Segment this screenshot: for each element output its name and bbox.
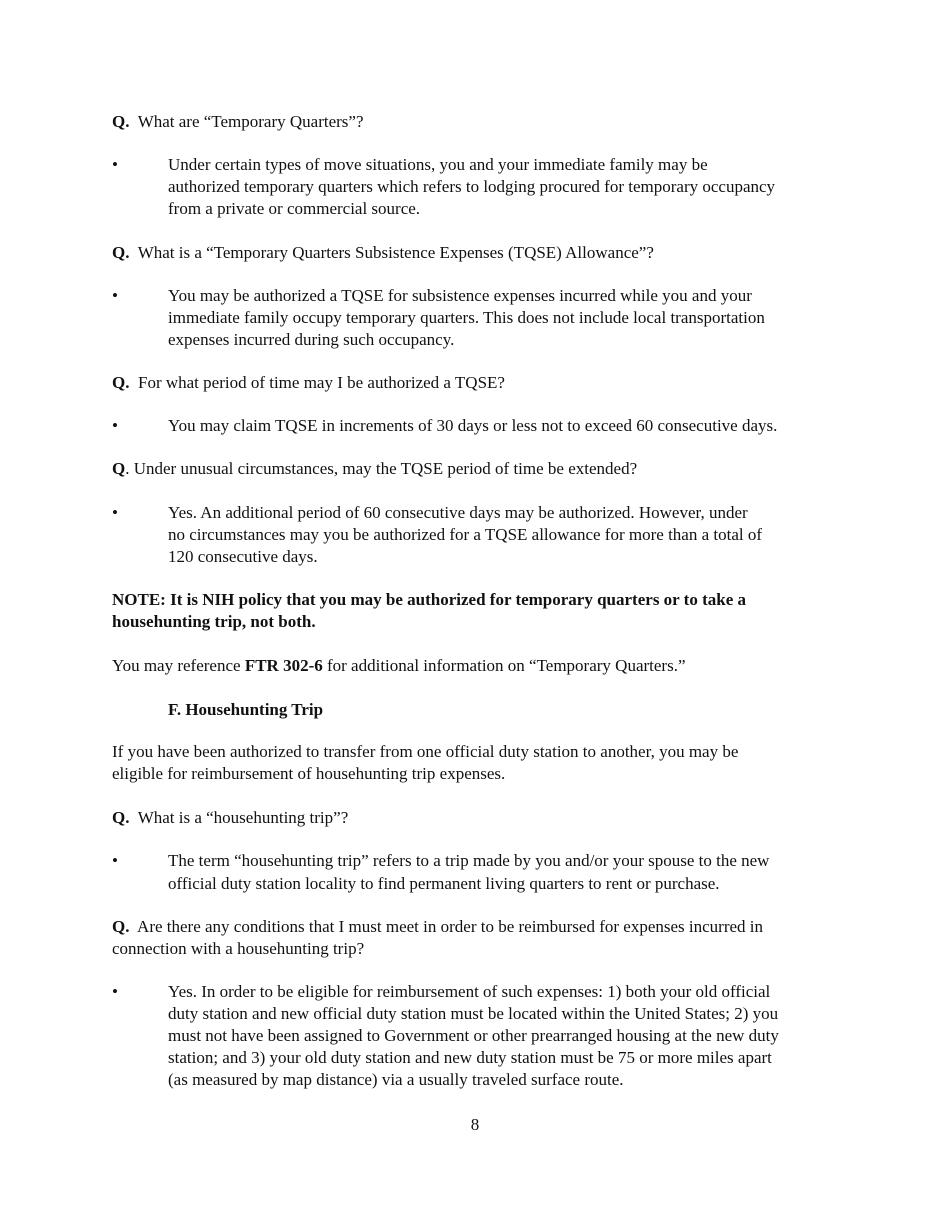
question-4	[112, 458, 637, 480]
reference-text: You may reference	[112, 656, 245, 675]
answer-line: (as measured by map distance) via a usually traveled surface route.	[168, 1070, 624, 1089]
policy-note-line: househunting trip, not both.	[112, 612, 316, 631]
question-text: For what period of time may I be authorized a TQSE?	[137, 373, 505, 392]
question-marker: Q.	[112, 243, 130, 262]
answer-line: Yes. An additional period of 60 consecutive days may be authorized. However, under	[168, 503, 748, 522]
reference-text: for additional information on “Temporary Quarters.”	[322, 656, 686, 675]
answer-line: from a private or commercial source.	[168, 199, 421, 218]
answer-line: You may be authorized a TQSE for subsistence expenses incurred while you and your	[168, 286, 752, 305]
question-5	[112, 807, 348, 829]
answer-line: authorized temporary quarters which refers to lodging procured for temporary occupancy	[168, 177, 776, 196]
question-marker: Q	[112, 459, 126, 478]
question-1	[112, 111, 364, 133]
bullet-icon: •	[112, 982, 118, 1001]
question-text: Are there any conditions that I must meet in order to be reimbursed for expenses incurred in	[137, 917, 764, 936]
bullet-icon: •	[112, 503, 118, 522]
bullet-icon: •	[112, 851, 118, 870]
answer-line: 120 consecutive days.	[168, 547, 318, 566]
bullet-icon: •	[112, 286, 118, 305]
answer-line: official duty station locality to find permanent living quarters to rent or purchase.	[168, 874, 720, 893]
question-marker: Q.	[112, 808, 130, 827]
question-text: What is a “househunting trip”?	[137, 808, 349, 827]
intro-line: eligible for reimbursement of househunting trip expenses.	[112, 764, 506, 783]
question-3	[112, 372, 505, 394]
question-marker: Q.	[112, 112, 130, 131]
question-marker: Q.	[112, 373, 130, 392]
question-6	[112, 916, 763, 938]
bullet-icon: •	[112, 155, 118, 174]
answer-line: Under certain types of move situations, you and your immediate family may be	[168, 155, 708, 174]
section-heading: F. Househunting Trip	[168, 700, 324, 719]
ftr-reference	[112, 655, 686, 677]
intro-line: If you have been authorized to transfer from one official duty station to another, you may be	[112, 742, 739, 761]
answer-line: Yes. In order to be eligible for reimbursement of such expenses: 1) both your old official	[168, 982, 771, 1001]
question-text: What is a “Temporary Quarters Subsistence Expenses (TQSE) Allowance”?	[137, 243, 654, 262]
ftr-citation: FTR 302-6	[244, 656, 323, 675]
answer-line: must not have been assigned to Government or other prearranged housing at the new duty	[168, 1026, 779, 1045]
answer-line: station; and 3) your old duty station and new duty station must be 75 or more miles apart	[168, 1048, 772, 1067]
question-text: What are “Temporary Quarters”?	[137, 112, 364, 131]
policy-note-line: NOTE: It is NIH policy that you may be authorized for temporary quarters or to take a	[112, 590, 746, 609]
question-marker: Q.	[112, 917, 130, 936]
question-text-continued: connection with a househunting trip?	[112, 939, 365, 958]
answer-line: The term “househunting trip” refers to a trip made by you and/or your spouse to the new	[168, 851, 770, 870]
page-number: 8	[470, 1115, 480, 1134]
question-text: . Under unusual circumstances, may the TQSE period of time be extended?	[125, 459, 638, 478]
answer-line: You may claim TQSE in increments of 30 days or less not to exceed 60 consecutive days.	[168, 416, 778, 435]
question-2	[112, 242, 654, 264]
answer-line: duty station and new official duty station must be located within the United States; 2) you	[168, 1004, 779, 1023]
answer-line: immediate family occupy temporary quarters. This does not include local transportation	[168, 308, 765, 327]
answer-line: expenses incurred during such occupancy.	[168, 330, 455, 349]
bullet-icon: •	[112, 416, 118, 435]
answer-line: no circumstances may you be authorized for a TQSE allowance for more than a total of	[168, 525, 763, 544]
